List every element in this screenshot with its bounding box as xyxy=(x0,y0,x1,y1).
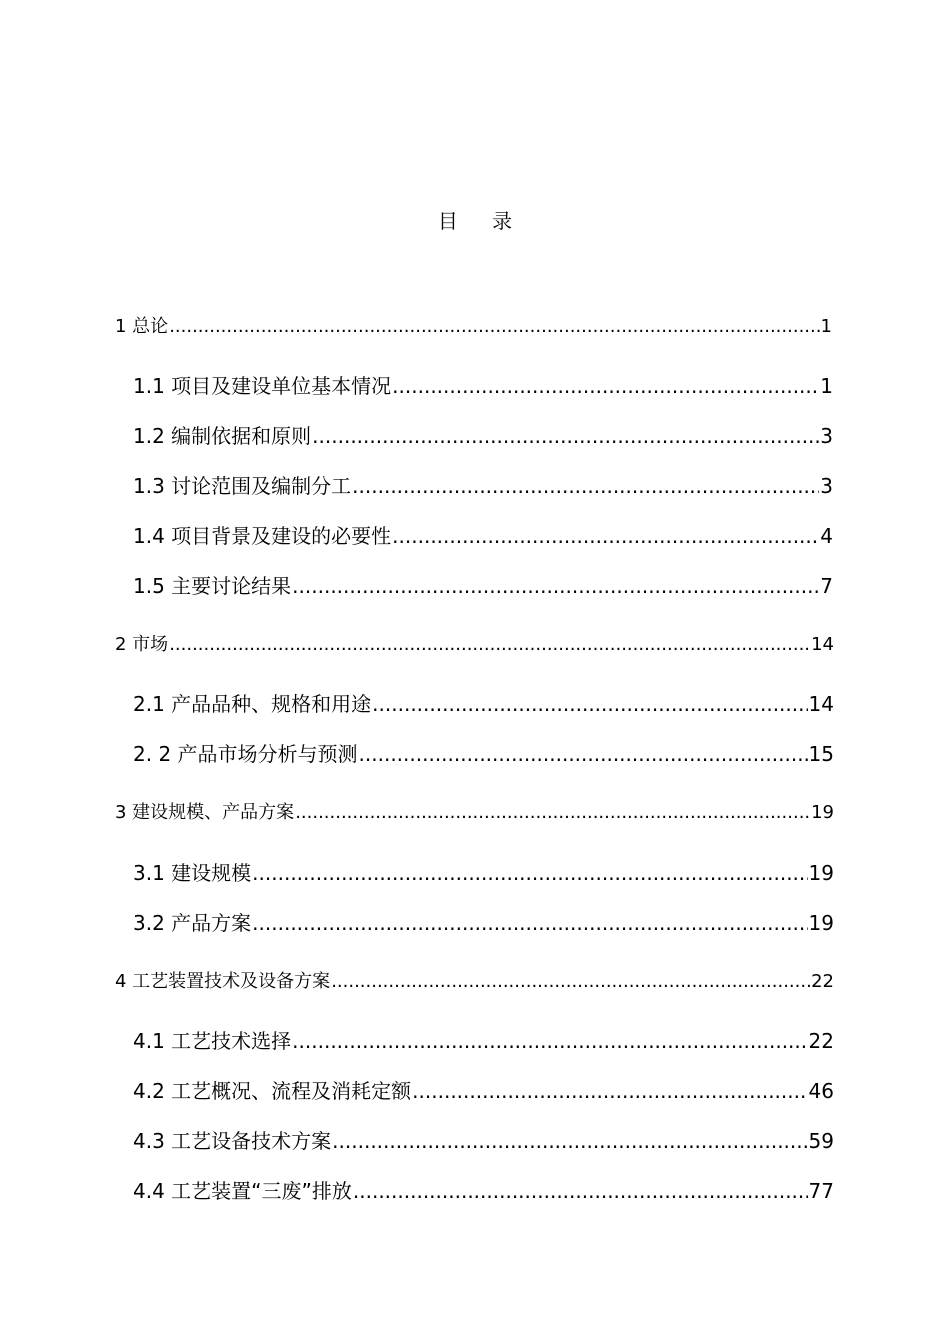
toc-entry[interactable] xyxy=(115,798,834,828)
toc-entry-label: 4.4 工艺装置“三废”排放 xyxy=(133,1179,352,1203)
toc-entry-label: 2.1 产品品种、规格和用途 xyxy=(133,692,372,716)
toc-entry[interactable] xyxy=(133,521,833,551)
toc-entry-page: 3 xyxy=(820,424,833,448)
dot-leader xyxy=(292,1026,807,1056)
toc-entry-page: 1 xyxy=(820,374,833,398)
toc-entry-label: 4 工艺装置技术及设备方案 xyxy=(115,971,331,992)
toc-entry[interactable] xyxy=(115,312,832,342)
toc-entry[interactable] xyxy=(133,371,833,401)
toc-entry[interactable] xyxy=(133,421,833,451)
toc-entry-page: 19 xyxy=(808,911,834,935)
dot-leader xyxy=(169,630,810,660)
dot-leader xyxy=(353,1176,808,1206)
toc-entry[interactable] xyxy=(133,1176,834,1206)
dot-leader xyxy=(392,371,819,401)
dot-leader xyxy=(372,689,807,719)
toc-entry-label: 1 总论 xyxy=(115,316,169,337)
dot-leader xyxy=(332,1126,807,1156)
dot-leader xyxy=(412,1076,807,1106)
toc-entry[interactable] xyxy=(133,689,834,719)
toc-entry[interactable] xyxy=(133,571,833,601)
toc-entry-label: 1.3 讨论范围及编制分工 xyxy=(133,474,352,498)
page-title: 目 录 xyxy=(437,209,527,233)
toc-entry-label: 3 建设规模、产品方案 xyxy=(115,802,295,823)
dot-leader xyxy=(252,858,807,888)
toc-entry-label: 2 市场 xyxy=(115,634,169,655)
toc-entry[interactable] xyxy=(115,630,834,660)
toc-entry-label: 4.3 工艺设备技术方案 xyxy=(133,1129,332,1153)
toc-entry-label: 4.1 工艺技术选择 xyxy=(133,1029,292,1053)
toc-entry-page: 46 xyxy=(808,1079,834,1103)
toc-entry-label: 1.4 项目背景及建设的必要性 xyxy=(133,524,392,548)
toc-entry-page: 7 xyxy=(820,574,833,598)
toc-entry-page: 19 xyxy=(811,802,834,823)
dot-leader xyxy=(292,571,819,601)
toc-entry[interactable] xyxy=(115,967,834,997)
dot-leader xyxy=(295,798,810,828)
dot-leader xyxy=(312,421,819,451)
dot-leader xyxy=(359,739,808,769)
dot-leader xyxy=(169,312,819,342)
dot-leader xyxy=(331,967,810,997)
toc-entry[interactable] xyxy=(133,739,834,769)
dot-leader xyxy=(252,908,807,938)
toc-entry-page: 77 xyxy=(808,1179,834,1203)
toc-entry-label: 2. 2 产品市场分析与预测 xyxy=(133,742,358,766)
toc-entry-page: 22 xyxy=(808,1029,834,1053)
toc-entry-page: 22 xyxy=(811,971,834,992)
dot-leader xyxy=(352,471,819,501)
toc-entry-label: 1.5 主要讨论结果 xyxy=(133,574,292,598)
toc-entry-page: 59 xyxy=(808,1129,834,1153)
toc-entry[interactable] xyxy=(133,1126,834,1156)
toc-entry-page: 1 xyxy=(820,316,832,337)
toc-entry-label: 3.2 产品方案 xyxy=(133,911,252,935)
toc-entry-label: 1.1 项目及建设单位基本情况 xyxy=(133,374,392,398)
toc-entry[interactable] xyxy=(133,858,834,888)
toc-entry-page: 14 xyxy=(811,634,834,655)
toc-entry-page: 3 xyxy=(820,474,833,498)
toc-entry-label: 4.2 工艺概况、流程及消耗定额 xyxy=(133,1079,412,1103)
toc-entry-page: 19 xyxy=(808,861,834,885)
toc-entry-label: 3.1 建设规模 xyxy=(133,861,252,885)
toc-entry-page: 14 xyxy=(808,692,834,716)
toc-entry[interactable] xyxy=(133,908,834,938)
toc-entry-page: 15 xyxy=(808,742,834,766)
dot-leader xyxy=(392,521,819,551)
toc-entry-page: 4 xyxy=(820,524,833,548)
toc-entry[interactable] xyxy=(133,1026,834,1056)
toc-entry-label: 1.2 编制依据和原则 xyxy=(133,424,312,448)
toc-entry[interactable] xyxy=(133,1076,834,1106)
toc-entry[interactable] xyxy=(133,471,833,501)
